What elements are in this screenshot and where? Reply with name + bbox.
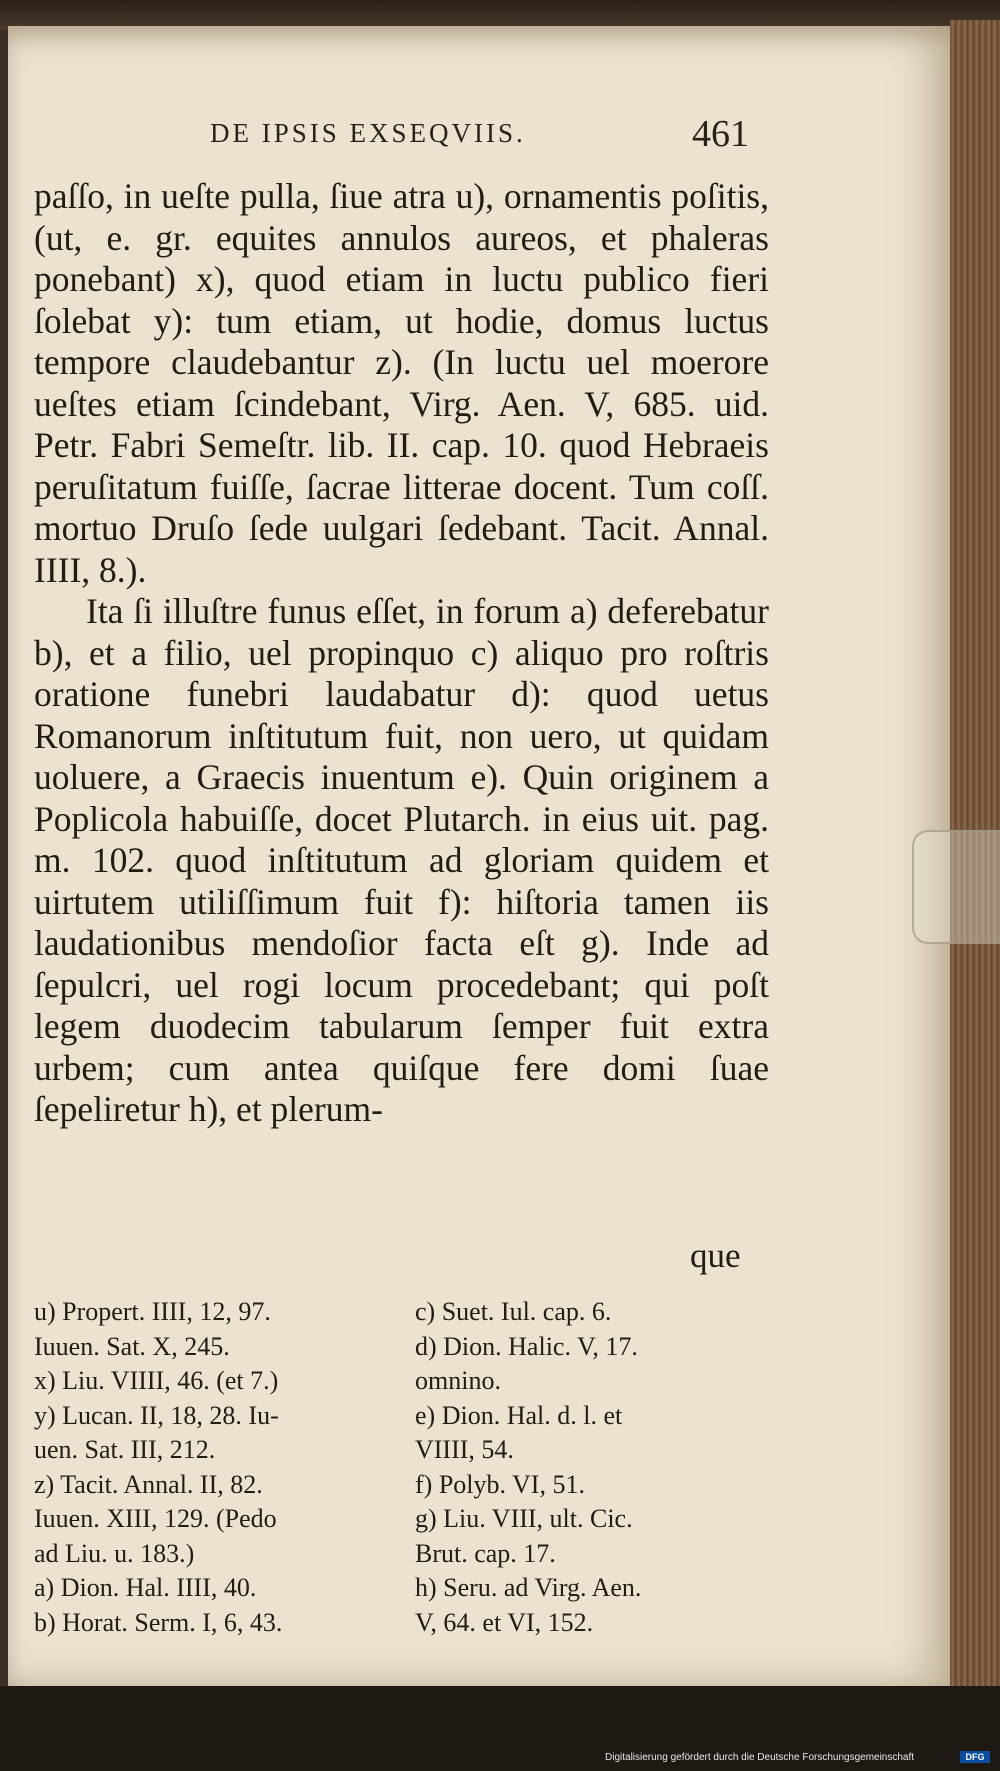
footnote-line: Brut. cap. 17. bbox=[415, 1538, 556, 1568]
footnote-line: ad Liu. u. 183.) bbox=[34, 1538, 195, 1568]
footnote-line: u) Propert. IIII, 12, 97. bbox=[34, 1297, 271, 1326]
footnote-line: g) Liu. VIII, ult. Cic. bbox=[415, 1504, 633, 1533]
footnote-line: h) Seru. ad Virg. Aen. bbox=[415, 1573, 642, 1602]
footnote-line: d) Dion. Halic. V, 17. bbox=[415, 1331, 638, 1361]
footnote-line: x) Liu. VIIII, 46. (et 7.) bbox=[34, 1366, 279, 1395]
footnotes-right-column bbox=[415, 1295, 775, 1640]
footnote-line: b) Horat. Serm. I, 6, 43. bbox=[34, 1607, 283, 1637]
digitization-credit: Digitalisierung gefördert durch die Deutsche Forschungsgemeinschaft bbox=[605, 1752, 915, 1763]
footnote-line: V, 64. et VI, 152. bbox=[415, 1607, 594, 1637]
footnote-line: e) Dion. Hal. d. l. et bbox=[415, 1400, 623, 1430]
footnote-line: Iuuen. XIII, 129. (Pedo bbox=[34, 1504, 277, 1533]
main-text bbox=[34, 176, 769, 1131]
footnote-line: Iuuen. Sat. X, 245. bbox=[34, 1331, 230, 1361]
footnote-line: z) Tacit. Annal. II, 82. bbox=[34, 1469, 263, 1499]
dfg-logo-icon: DFG bbox=[960, 1751, 990, 1763]
footnote-line: uen. Sat. III, 212. bbox=[34, 1435, 216, 1464]
footnote-line: a) Dion. Hal. IIII, 40. bbox=[34, 1573, 257, 1602]
footnote-line: omnino. bbox=[415, 1366, 501, 1395]
page-number: 461 bbox=[692, 113, 749, 155]
paragraph: paſſo, in ueſte pulla, ſiue atra u), ornamentis poſitis, (ut, e. gr. equites annulos aureos, et phaleras ponebant) x), quod etiam in luctu publico fieri ſolebat y): tum etiam, ut hodie, domus luctus tempore claudebantur z). (In luctu uel moerore ueſtes etiam ſcindebant, Virg. Aen. V, 685. uid. Petr. Fabri Semeſtr. lib. II. cap. 10. quod Hebraeis peruſitatum fuiſſe, ſacrae litterae docent. Tum coſſ. mortuo Druſo ſede uulgari ſedebant. Tacit. Annal. IIII, 8.). bbox=[34, 176, 769, 590]
paragraph: Ita ſi illuſtre funus eſſet, in forum a) deferebatur b), et a filio, uel propinquo c) aliquo pro roſtris oratione funebri laudabatur d): quod uetus Romanorum inſtitutum fuit, non uero, ut quidam uoluere, a Graecis inuentum e). Quin originem a Poplicola habuiſſe, docet Plutarch. in eius uit. pag. m. 102. quod inſtitutum ad gloriam quidem et uirtutem utiliſſimum fuit f): hiſtoria tamen iis laudationibus mendoſior facta eſt g). Inde ad ſepulcri, uel rogi locum procedebant; qui poſt legem duodecim tabularum ſemper fuit extra urbem; cum antea quiſque fere domi ſuae ſepeliretur h), et plerum- bbox=[34, 591, 769, 1129]
running-title: DE IPSIS EXSEQVIIS. bbox=[210, 118, 526, 148]
footnote-line: f) Polyb. VI, 51. bbox=[415, 1469, 585, 1499]
footnote-line: c) Suet. Iul. cap. 6. bbox=[415, 1297, 612, 1326]
page-tab-marker bbox=[912, 830, 1000, 944]
footnote-line: y) Lucan. II, 18, 28. Iu- bbox=[34, 1400, 279, 1430]
footnote-line: VIIII, 54. bbox=[415, 1435, 514, 1464]
footnotes-left-column bbox=[34, 1295, 419, 1640]
catchword: que bbox=[690, 1236, 741, 1275]
